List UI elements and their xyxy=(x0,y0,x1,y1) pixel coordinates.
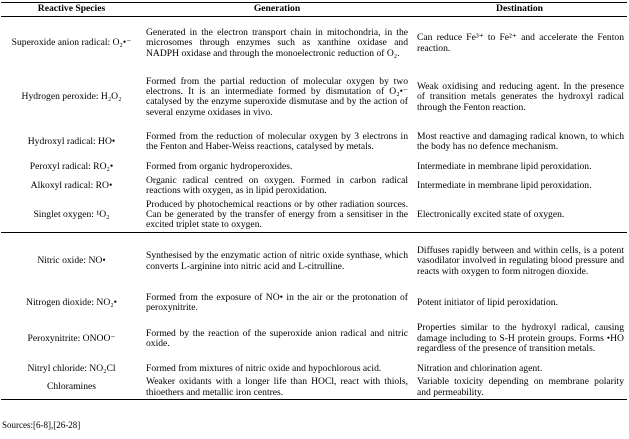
generation-cell: Synthesised by the enzymatic action of nitric oxide synthase, which converts L-arginine into nitric acid and L-citrulline. xyxy=(142,233,412,290)
species-cell: Peroxynitrite: ONOO⁻ xyxy=(27,332,116,344)
table-row-chloramines xyxy=(1,376,627,400)
species-cell: Superoxide anion radical: O₂•⁻ xyxy=(11,37,132,49)
destination-cell: Diffuses rapidly between and within cells, is a potent vasodilator involved in regulating blood pressure and reacts with oxygen to form nitrogen dioxide. xyxy=(412,233,627,290)
header-destination: Destination xyxy=(412,3,627,17)
table-row-hydroxyl xyxy=(1,125,627,160)
table-row-nitrogen-dioxide xyxy=(1,290,627,316)
generation-cell: Formed from the exposure of NO• in the air or the protonation of peroxynitrite. xyxy=(146,291,408,313)
generation-cell: Formed from mixtures of nitric oxide and hypochlorous acid. xyxy=(146,362,382,374)
header-generation: Generation xyxy=(142,3,412,17)
species-cell: Nitric oxide: NO• xyxy=(1,233,142,290)
species-cell: Nitrogen dioxide: NO₂• xyxy=(26,296,117,308)
species-cell: Singlet oxygen: ¹O₂ xyxy=(33,208,110,220)
generation-cell: Organic radical centred on oxygen. Formed in carbon radical reactions with oxygen, as in lipid peroxidation. xyxy=(146,174,408,196)
table-row-peroxynitrite xyxy=(1,316,627,362)
species-cell: Alkoxyl radical: RO• xyxy=(30,179,113,191)
destination-cell: Electronically excited state of oxygen. xyxy=(417,208,565,220)
table-row-nitric-oxide xyxy=(1,233,627,290)
generation-cell: Formed from the reduction of molecular oxygen by 3 electrons in the Fenton and Haber-Weiss reactions, catalysed by metals. xyxy=(146,131,408,153)
reactive-species-table xyxy=(1,2,627,400)
destination-cell: Potent initiator of lipid peroxidation. xyxy=(417,296,558,308)
table-header-row xyxy=(1,3,627,17)
destination-cell: Most reactive and damaging radical known, to which the body has no defence mechanism. xyxy=(417,131,624,153)
generation-cell: Formed by the reaction of the superoxide anion radical and nitric oxide. xyxy=(146,327,408,349)
table-row-hydrogen-peroxide xyxy=(1,70,627,125)
destination-cell: Nitration and chlorination agent. xyxy=(417,362,543,374)
generation-cell: Formed from organic hydroperoxides. xyxy=(146,160,293,172)
table-row-alkoxyl xyxy=(1,174,627,198)
species-cell: Nitryl chloride: NO₂Cl xyxy=(27,362,116,374)
destination-cell: Intermediate in membrane lipid peroxidation. xyxy=(417,160,592,172)
header-reactive-species: Reactive Species xyxy=(1,3,142,17)
destination-cell: Can reduce Fe³⁺ to Fe²⁺ and accelerate the Fenton reaction. xyxy=(417,32,624,54)
destination-cell: Intermediate in membrane lipid peroxidation. xyxy=(417,179,592,191)
destination-cell: Properties similar to the hydroxyl radical, causing damage including to S-H protein groups. Forms •HO regardless of the presence of transition metals. xyxy=(417,322,624,355)
generation-cell: Formed from the partial reduction of molecular oxygen by two electrons. It is an intermediate formed by dismutation of O₂•⁻ catalysed by the enzyme superoxide dismutase and by the action of several enzyme oxidases in vivo. xyxy=(146,75,408,118)
generation-cell: Weaker oxidants with a longer life than HOCl, react with thiols, thioethers and metallic iron centres. xyxy=(142,376,412,400)
table-row-peroxyl xyxy=(1,160,627,174)
table-row-superoxide xyxy=(1,17,627,70)
species-cell: Hydroxyl radical: HO• xyxy=(27,136,116,148)
destination-cell: Variable toxicity depending on membrane polarity and permeability. xyxy=(412,376,627,400)
species-cell: Peroxyl radical: RO₂• xyxy=(29,160,114,172)
destination-cell: Weak oxidising and reducing agent. In the presence of transition metals generates the hydroxyl radical through the Fenton reaction. xyxy=(417,80,624,113)
table-row-singlet-oxygen xyxy=(1,198,627,233)
table-row-nitryl-chloride xyxy=(1,362,627,376)
sources-note: Sources:[6-8],[26-28] xyxy=(2,420,81,430)
species-cell: Hydrogen peroxide: H₂O₂ xyxy=(21,91,122,103)
generation-cell: Generated in the electron transport chain in mitochondria, in the microsomes through enzymes such as xanthine oxidase and NADPH oxidase and through the monoelectronic reduction of O₂. xyxy=(146,27,408,59)
reactive-species-table-container xyxy=(1,2,627,400)
generation-cell: Produced by photochemical reactions or by other radiation sources. Can be generated by the transfer of energy from a sensitiser in the excited triplet state to oxygen. xyxy=(146,198,408,231)
species-cell: Chloramines xyxy=(1,376,142,400)
